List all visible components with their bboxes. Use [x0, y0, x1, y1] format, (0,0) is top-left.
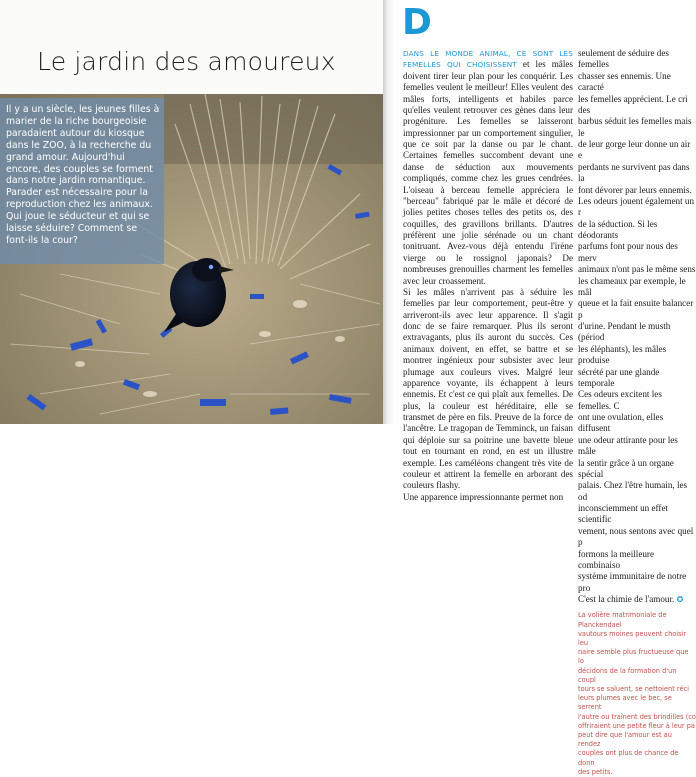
drop-cap: D: [402, 2, 432, 43]
paragraph-3: Une apparence impressionnante permet non: [403, 491, 564, 502]
end-mark-icon: ✪: [676, 595, 684, 604]
paragraph-1: DANS LE MONDE ANIMAL, CE SONT LES FEMELLES QUI CHOISISSENT et les mâles doivent tirer leur plan pour les conquérir. Les femelles veulent le meilleur! Elles veulent des mâles forts, intelligents et habiles parce qu'elles veulent retrouver ces gènes dans leur progéniture. Les femelles se laisseront impressionner par un comportement singulier, que ce soit par la danse ou par le chant. Certaines femelles succombent devant une danse de séduction aux mouvements compliqués, comme chez les grues cendrées. L'oiseau à berceau femelle appréciera le "berceau" fabriqué par le mâle et décoré de jolies petites choses telles des petits os, des coquilles, des gravillons brillants. D'autres préfèrent une jolie sérénade ou un chant tonitruant. Avez-vous déjà entendu l'irène vierge ou le rossignol japonais? De nombreuses grenouilles charment les femelles avec leur croassement.: [403, 49, 573, 286]
page-gutter: [383, 0, 395, 424]
page-title: Le jardin des amoureux: [37, 46, 336, 76]
lead-in: DANS LE MONDE ANIMAL, CE SONT LES FEMELLES QUI CHOISISSENT: [403, 49, 573, 70]
left-page: [0, 0, 383, 424]
photo-caption: La volière matrimoniale de Planckendael vautours moines peuvent choisir leu naire semble plus fructueuse que lo décidons de la formation d'un coupl tours se saluent, se nettoient réci leurs plumes avec le bec, se serrent l'autre ou traînent des brindilles (co offriraient une petite fleur à leur pa peut dire que l'amour est au rendez couples ont plus de chance de donn des petits.: [578, 611, 696, 776]
paragraph-2: Si les mâles n'arrivent pas à séduire les femelles par leur comportement, peut-être y arriveront-ils avec leur apparence. Il s'agit donc de se faire remarquer. Plus ils seront extravagants, plus ils auront du succès. Ces animaux doivent, en effet, se battre et se montrer ingénieux pour subsister avec leur plumage aux couleurs vives. Malgré leur apparence voyante, ils échappent à leurs ennemis. Et c'est ce qui plaît aux femelles. De plus, la couleur est héréditaire, elle se transmet de père en fils. Preuve de la force de l'ancêtre. Le tragopan de Temminck, un faisan qui déploie sur sa poitrine une bavette bleue tout en tournant en rond, en est un illustre exemple. Les caméléons changent très vite de couleur et attirent la femelle en arborant des couleurs flashy.: [403, 286, 573, 491]
right-page: [395, 0, 696, 776]
intro-text: Il y a un siècle, les jeunes filles à marier de la riche bourgeoisie paradaient autour du kiosque dans le ZOO, à la recherche du grand amour. Aujourd'hui encore, des couples se forment dans notre jardin romantique. Parader est nécessaire pour la reproduction chez les animaux. Qui joue le séducteur et qui se laisse séduire? Comment se font-ils la cour?: [6, 104, 160, 246]
article-column-2: [578, 48, 696, 777]
intro-box: [0, 98, 164, 264]
column-2-text: seulement de séduire des femelles chasser ses ennemis. Une caracté les femelles apprécient. Le cri des barbus séduit les femelles mais le de leur gorge leur donne un air e perdants ne survivent pas dans la font dévorer par leurs ennemis. Les odeurs jouent également un r de la séduction. Si les déodorants parfums font pour nous des merv animaux n'ont pas le même sens les chameaux par exemple, le mâl queue et la fait ensuite balancer p d'urine. Pendant le musth (périod les éléphants), les mâles produise sécrété par une glande temporale Ces odeurs excitent les femelles. C ont une ovulation, elles diffusent une odeur attirante pour les mâle la sentir grâce à un organe spécial palais. Chez l'être humain, les od inconsciemment un effet scientific vement, nous sentons avec quel p formons la meilleure combinaiso système immunitaire de notre pro: [578, 48, 696, 593]
article-column-1: [403, 48, 573, 503]
closing-line: C'est la chimie de l'amour. ✪: [578, 594, 684, 604]
